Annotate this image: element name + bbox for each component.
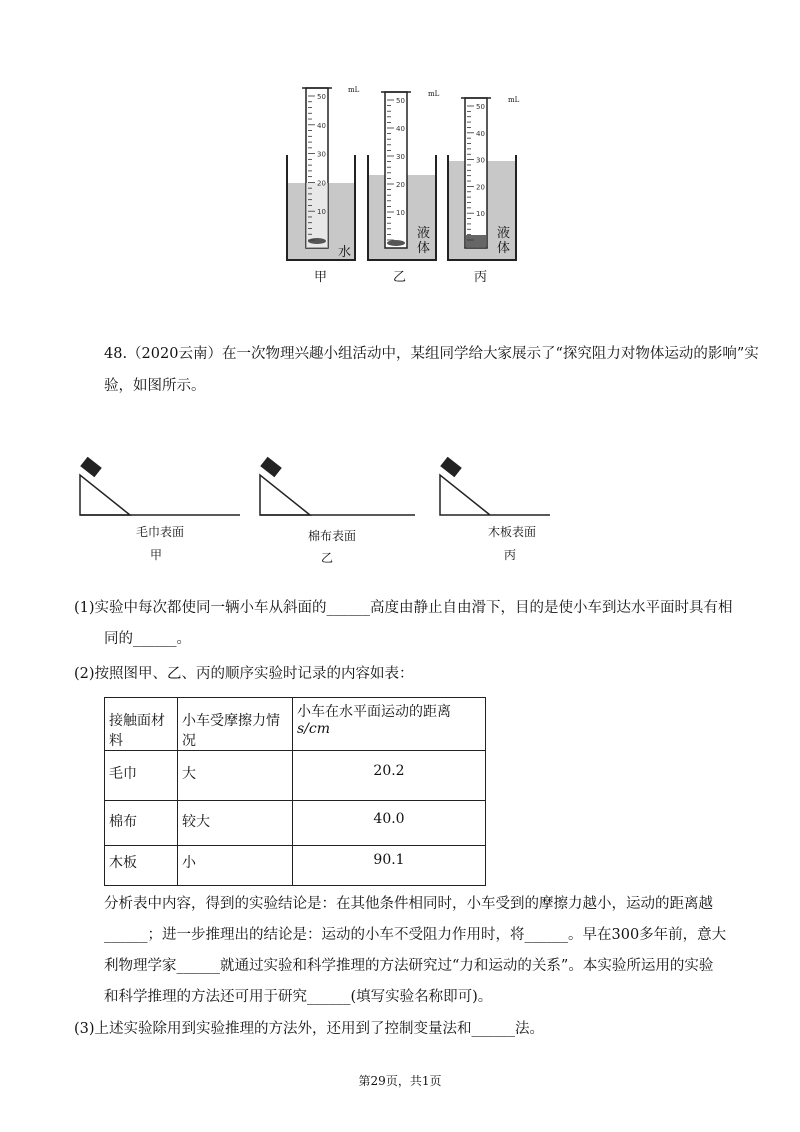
- fig2-label-yi: 乙: [321, 551, 334, 565]
- liquid-label-bing: 液体: [497, 226, 511, 256]
- cell-distance: 40.0: [293, 801, 486, 846]
- cell-friction: 较大: [178, 801, 293, 846]
- tick-label: 10: [476, 210, 485, 219]
- fig2-label-jia: 甲: [150, 548, 163, 562]
- fig1-label-bing: 丙: [474, 270, 488, 285]
- header-distance: [293, 698, 486, 751]
- tick-label: 50: [317, 93, 326, 101]
- table-row: [105, 751, 486, 801]
- tick-label: 20: [396, 181, 405, 189]
- incline-yi: [260, 457, 415, 515]
- tick-label: 10: [396, 209, 405, 217]
- part1-line-1: [74, 596, 733, 617]
- analysis-line-3: 利物理学家______就通过实验和科学推理的方法研究过“力和运动的关系”。本实验所运用的实验: [104, 958, 714, 974]
- cell-material: 棉布: [105, 801, 178, 846]
- incline-jia: [80, 457, 240, 515]
- incline-figure: [70, 455, 490, 525]
- header-distance-label: 小车在水平面运动的距离: [297, 704, 451, 720]
- tick-label: 40: [396, 125, 405, 133]
- cell-distance: 20.2: [293, 751, 486, 801]
- cell-friction: 大: [178, 751, 293, 801]
- analysis-line-1: 分析表中内容，得到的实验结论是：在其他条件相同时，小车受到的摩擦力越小，运动的距离越: [104, 896, 713, 912]
- incline-bing: [440, 457, 490, 515]
- fig1-label-yi: 乙: [393, 270, 407, 285]
- fig1-label-jia: 甲: [314, 270, 328, 285]
- tick-label: 30: [396, 153, 405, 161]
- page-footer: 第29页，共1页: [358, 1074, 442, 1088]
- part1-text-1: 实验中每次都使同一辆小车从斜面的______高度由静止自由滑下，目的是使小车到达水平面时具有相: [94, 600, 733, 616]
- header-friction: 小车受摩擦力情况: [178, 698, 293, 751]
- fig2-label-bing: 丙: [504, 548, 517, 562]
- unit-label-jia: mL: [348, 86, 360, 94]
- tick-label: 50: [396, 97, 405, 105]
- surface-label-bing: 木板表面: [488, 525, 537, 539]
- question-number: 48.（2020云南）: [104, 346, 222, 362]
- header-material: 接触面材料: [105, 698, 178, 751]
- cell-distance: 90.1: [293, 846, 486, 886]
- part1-number: (1): [74, 600, 95, 616]
- part3-text: 上述实验除用到实验推理的方法外，还用到了控制变量法和______法。: [94, 1021, 545, 1037]
- tick-label: 40: [317, 121, 326, 130]
- part3-line: [74, 1017, 544, 1038]
- table-row: [105, 846, 486, 886]
- tick-label: 30: [476, 156, 485, 165]
- surface-label-jia: 毛巾表面: [136, 525, 185, 539]
- part2-number: (2): [74, 666, 95, 682]
- liquid-label-jia: 水: [338, 245, 352, 260]
- part3-number: (3): [74, 1021, 95, 1037]
- tick-label: 20: [317, 179, 326, 188]
- tick-label: 20: [476, 183, 485, 192]
- tick-label: 30: [317, 150, 326, 159]
- table-row: [105, 801, 486, 846]
- liquid-label-yi: 液体: [417, 226, 431, 256]
- surface-label-yi: 棉布表面: [308, 529, 357, 543]
- cell-material: 毛巾: [105, 751, 178, 801]
- unit-label-bing: mL: [508, 96, 520, 104]
- question-line-1: [104, 342, 759, 363]
- part2-text: 按照图甲、乙、丙的顺序实验时记录的内容如表：: [94, 666, 414, 682]
- cell-material: 木板: [105, 846, 178, 886]
- question-intro-2: 验，如图所示。: [104, 378, 206, 394]
- results-table: [104, 697, 486, 886]
- unit-label-yi: mL: [428, 90, 440, 98]
- tick-label: 50: [476, 103, 485, 111]
- analysis-line-4: 和科学推理的方法还可用于研究______(填写实验名称即可)。: [104, 989, 493, 1005]
- tick-label: 10: [317, 208, 326, 217]
- incline-bing-floor: [490, 514, 550, 516]
- table-header-row: [105, 698, 486, 751]
- analysis-line-2: ______；进一步推理出的结论是：运动的小车不受阻力作用时，将______。早在300多年前，意大: [104, 927, 727, 943]
- part2-line: [74, 662, 414, 683]
- header-distance-unit: s/cm: [297, 721, 331, 737]
- beaker-jia: [287, 88, 355, 260]
- cell-friction: 小: [178, 846, 293, 886]
- question-intro-1: 在一次物理兴趣小组活动中，某组同学给大家展示了“探究阻力对物体运动的影响”实: [221, 346, 759, 362]
- part1-text-2: 同的______。: [104, 631, 191, 647]
- tick-label: 40: [476, 129, 485, 138]
